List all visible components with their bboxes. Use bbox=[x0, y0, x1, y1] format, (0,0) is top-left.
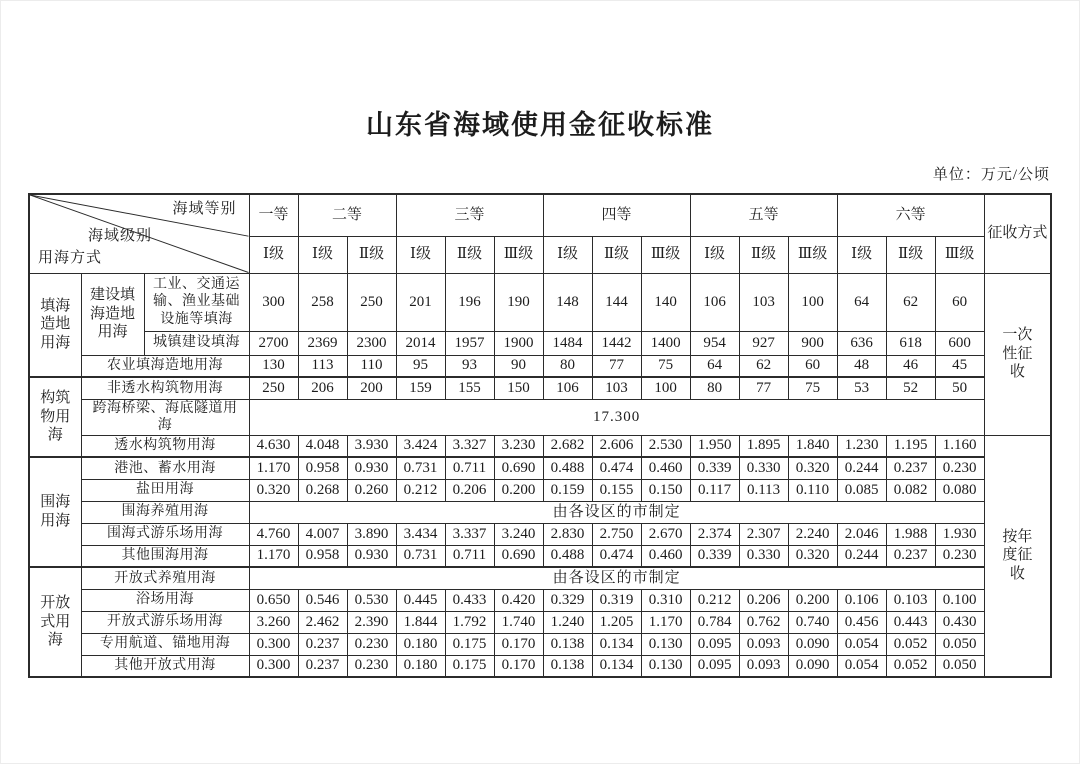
collection-method-cell: 按年度征收 bbox=[984, 435, 1051, 677]
fee-value-cell: 75 bbox=[788, 377, 837, 399]
level-header: Ⅲ级 bbox=[788, 236, 837, 273]
fee-value-cell: 954 bbox=[690, 331, 739, 355]
use-type-cell: 城镇建设填海 bbox=[144, 331, 249, 355]
fee-value-cell: 0.117 bbox=[690, 479, 739, 501]
fee-value-cell: 0.212 bbox=[690, 589, 739, 611]
use-type-cell: 盐田用海 bbox=[81, 479, 249, 501]
fee-value-cell: 2.374 bbox=[690, 523, 739, 545]
fee-value-cell: 0.260 bbox=[347, 479, 396, 501]
standards-table bbox=[28, 193, 1052, 678]
fee-value-cell: 0.130 bbox=[641, 633, 690, 655]
level-header: Ⅲ级 bbox=[935, 236, 984, 273]
fee-value-cell: 0.330 bbox=[739, 545, 788, 567]
fee-value-cell: 0.300 bbox=[249, 655, 298, 677]
use-type-cell: 非透水构筑物用海 bbox=[81, 377, 249, 399]
fee-value-cell: 0.212 bbox=[396, 479, 445, 501]
fee-value-cell: 0.433 bbox=[445, 589, 494, 611]
fee-value-cell: 0.138 bbox=[543, 655, 592, 677]
table-row bbox=[29, 273, 1051, 331]
fee-value-cell: 2369 bbox=[298, 331, 347, 355]
grade-header-6: 六等 bbox=[837, 194, 984, 236]
fee-value-cell: 1.740 bbox=[494, 611, 543, 633]
fee-value-cell: 0.460 bbox=[641, 545, 690, 567]
grade-header-row bbox=[29, 194, 1051, 236]
grade-header-5: 五等 bbox=[690, 194, 837, 236]
fee-value-cell: 0.155 bbox=[592, 479, 641, 501]
fee-value-cell: 0.090 bbox=[788, 633, 837, 655]
fee-value-cell: 250 bbox=[249, 377, 298, 399]
unit-note: 单位：万元/公顷 bbox=[932, 167, 1050, 183]
fee-value-cell: 60 bbox=[788, 355, 837, 377]
fee-value-cell: 0.474 bbox=[592, 457, 641, 479]
fee-value-cell: 1.792 bbox=[445, 611, 494, 633]
level-header: Ⅰ级 bbox=[298, 236, 347, 273]
level-header: Ⅰ级 bbox=[249, 236, 298, 273]
fee-value-cell: 927 bbox=[739, 331, 788, 355]
fee-value-cell: 1.895 bbox=[739, 435, 788, 457]
fee-value-cell: 95 bbox=[396, 355, 445, 377]
fee-value-cell: 80 bbox=[543, 355, 592, 377]
fee-value-cell: 3.230 bbox=[494, 435, 543, 457]
fee-value-cell: 4.048 bbox=[298, 435, 347, 457]
fee-value-cell: 2.606 bbox=[592, 435, 641, 457]
fee-value-cell: 201 bbox=[396, 273, 445, 331]
fee-value-cell: 4.760 bbox=[249, 523, 298, 545]
fee-value-cell: 0.106 bbox=[837, 589, 886, 611]
fee-value-cell: 0.690 bbox=[494, 457, 543, 479]
fee-value-cell: 0.100 bbox=[935, 589, 984, 611]
fee-value-cell: 0.420 bbox=[494, 589, 543, 611]
fee-value-cell: 1.950 bbox=[690, 435, 739, 457]
fee-value-cell: 60 bbox=[935, 273, 984, 331]
fee-value-cell: 148 bbox=[543, 273, 592, 331]
grade-header-2: 二等 bbox=[298, 194, 396, 236]
fee-value-cell: 2.046 bbox=[837, 523, 886, 545]
fee-value-cell: 0.237 bbox=[886, 545, 935, 567]
fee-value-cell: 0.762 bbox=[739, 611, 788, 633]
fee-value-cell: 52 bbox=[886, 377, 935, 399]
level-header: Ⅱ级 bbox=[347, 236, 396, 273]
fee-value-cell: 4.007 bbox=[298, 523, 347, 545]
fee-value-cell: 0.244 bbox=[837, 457, 886, 479]
fee-value-cell: 113 bbox=[298, 355, 347, 377]
page-title: 山东省海域使用金征收标准 bbox=[366, 110, 714, 140]
use-subcategory-cell: 建设填海造地用海 bbox=[81, 273, 144, 355]
fee-value-cell: 0.230 bbox=[935, 457, 984, 479]
fee-value-cell: 1484 bbox=[543, 331, 592, 355]
fee-value-cell: 144 bbox=[592, 273, 641, 331]
fee-value-cell: 0.200 bbox=[788, 589, 837, 611]
fee-value-cell: 0.237 bbox=[886, 457, 935, 479]
collection-method-header: 征收方式 bbox=[984, 194, 1051, 273]
fee-value-cell: 0.320 bbox=[249, 479, 298, 501]
fee-value-cell: 100 bbox=[788, 273, 837, 331]
fee-value-cell: 0.711 bbox=[445, 545, 494, 567]
table-row bbox=[29, 545, 1051, 567]
fee-value-cell: 0.958 bbox=[298, 457, 347, 479]
table-row bbox=[29, 435, 1051, 457]
fee-value-cell: 50 bbox=[935, 377, 984, 399]
diagonal-corner-cell bbox=[29, 194, 249, 273]
fee-value-cell: 106 bbox=[543, 377, 592, 399]
table-row bbox=[29, 457, 1051, 479]
corner-label-sea-grade: 海域等别 bbox=[172, 201, 237, 217]
fee-standards-table-wrap bbox=[28, 193, 1052, 678]
fee-value-cell: 0.175 bbox=[445, 633, 494, 655]
fee-value-cell: 1.170 bbox=[249, 545, 298, 567]
fee-value-cell: 0.110 bbox=[788, 479, 837, 501]
table-row bbox=[29, 399, 1051, 435]
fee-value-cell: 206 bbox=[298, 377, 347, 399]
fee-value-cell: 0.130 bbox=[641, 655, 690, 677]
fee-value-cell: 0.054 bbox=[837, 633, 886, 655]
fee-value-cell: 3.930 bbox=[347, 435, 396, 457]
fee-value-cell: 0.103 bbox=[886, 589, 935, 611]
fee-value-cell: 80 bbox=[690, 377, 739, 399]
level-header: Ⅱ级 bbox=[886, 236, 935, 273]
level-header: Ⅲ级 bbox=[494, 236, 543, 273]
table-row bbox=[29, 611, 1051, 633]
fee-value-cell: 0.052 bbox=[886, 633, 935, 655]
fee-value-cell: 0.740 bbox=[788, 611, 837, 633]
merged-value-cell: 17.300 bbox=[249, 399, 984, 435]
fee-value-cell: 0.320 bbox=[788, 545, 837, 567]
fee-value-cell: 0.090 bbox=[788, 655, 837, 677]
use-type-cell: 开放式养殖用海 bbox=[81, 567, 249, 589]
fee-value-cell: 0.268 bbox=[298, 479, 347, 501]
fee-value-cell: 3.260 bbox=[249, 611, 298, 633]
grade-header-1: 一等 bbox=[249, 194, 298, 236]
fee-value-cell: 618 bbox=[886, 331, 935, 355]
fee-value-cell: 0.180 bbox=[396, 633, 445, 655]
table-body bbox=[29, 273, 1051, 677]
fee-value-cell: 106 bbox=[690, 273, 739, 331]
fee-value-cell: 0.150 bbox=[641, 479, 690, 501]
fee-value-cell: 0.443 bbox=[886, 611, 935, 633]
table-row bbox=[29, 331, 1051, 355]
fee-value-cell: 1.170 bbox=[249, 457, 298, 479]
fee-value-cell: 196 bbox=[445, 273, 494, 331]
fee-value-cell: 0.050 bbox=[935, 655, 984, 677]
fee-value-cell: 0.456 bbox=[837, 611, 886, 633]
fee-value-cell: 1400 bbox=[641, 331, 690, 355]
fee-value-cell: 0.159 bbox=[543, 479, 592, 501]
fee-value-cell: 0.711 bbox=[445, 457, 494, 479]
fee-value-cell: 0.200 bbox=[494, 479, 543, 501]
fee-value-cell: 0.175 bbox=[445, 655, 494, 677]
fee-value-cell: 77 bbox=[592, 355, 641, 377]
fee-value-cell: 0.206 bbox=[739, 589, 788, 611]
fee-value-cell: 130 bbox=[249, 355, 298, 377]
fee-value-cell: 0.138 bbox=[543, 633, 592, 655]
fee-value-cell: 4.630 bbox=[249, 435, 298, 457]
use-type-cell: 其他围海用海 bbox=[81, 545, 249, 567]
use-type-cell: 港池、蓄水用海 bbox=[81, 457, 249, 479]
fee-value-cell: 0.690 bbox=[494, 545, 543, 567]
table-row bbox=[29, 355, 1051, 377]
fee-value-cell: 1957 bbox=[445, 331, 494, 355]
fee-value-cell: 1.240 bbox=[543, 611, 592, 633]
fee-value-cell: 0.080 bbox=[935, 479, 984, 501]
fee-value-cell: 2.830 bbox=[543, 523, 592, 545]
fee-value-cell: 2.307 bbox=[739, 523, 788, 545]
fee-value-cell: 0.958 bbox=[298, 545, 347, 567]
corner-label-sea-level: 海域级别 bbox=[88, 228, 153, 244]
fee-value-cell: 3.434 bbox=[396, 523, 445, 545]
fee-value-cell: 103 bbox=[739, 273, 788, 331]
fee-value-cell: 0.095 bbox=[690, 633, 739, 655]
fee-value-cell: 48 bbox=[837, 355, 886, 377]
fee-value-cell: 3.240 bbox=[494, 523, 543, 545]
use-type-cell: 工业、交通运输、渔业基础设施等填海 bbox=[144, 273, 249, 331]
fee-value-cell: 3.327 bbox=[445, 435, 494, 457]
fee-value-cell: 1.230 bbox=[837, 435, 886, 457]
level-header: Ⅰ级 bbox=[543, 236, 592, 273]
fee-value-cell: 0.445 bbox=[396, 589, 445, 611]
fee-value-cell: 1900 bbox=[494, 331, 543, 355]
fee-value-cell: 0.300 bbox=[249, 633, 298, 655]
fee-value-cell: 0.237 bbox=[298, 655, 347, 677]
fee-value-cell: 1.205 bbox=[592, 611, 641, 633]
fee-value-cell: 53 bbox=[837, 377, 886, 399]
merged-value-cell: 由各设区的市制定 bbox=[249, 567, 984, 589]
fee-value-cell: 0.206 bbox=[445, 479, 494, 501]
fee-value-cell: 0.731 bbox=[396, 545, 445, 567]
fee-value-cell: 0.319 bbox=[592, 589, 641, 611]
level-header: Ⅲ级 bbox=[641, 236, 690, 273]
fee-value-cell: 0.530 bbox=[347, 589, 396, 611]
fee-value-cell: 0.488 bbox=[543, 545, 592, 567]
grade-header-3: 三等 bbox=[396, 194, 543, 236]
fee-value-cell: 0.488 bbox=[543, 457, 592, 479]
use-type-cell: 其他开放式用海 bbox=[81, 655, 249, 677]
fee-value-cell: 46 bbox=[886, 355, 935, 377]
fee-value-cell: 200 bbox=[347, 377, 396, 399]
fee-value-cell: 636 bbox=[837, 331, 886, 355]
fee-value-cell: 0.784 bbox=[690, 611, 739, 633]
fee-value-cell: 2014 bbox=[396, 331, 445, 355]
table-row bbox=[29, 501, 1051, 523]
use-type-cell: 开放式游乐场用海 bbox=[81, 611, 249, 633]
table-row bbox=[29, 377, 1051, 399]
fee-value-cell: 0.134 bbox=[592, 655, 641, 677]
fee-value-cell: 0.329 bbox=[543, 589, 592, 611]
use-type-cell: 围海式游乐场用海 bbox=[81, 523, 249, 545]
fee-value-cell: 2.390 bbox=[347, 611, 396, 633]
fee-value-cell: 0.244 bbox=[837, 545, 886, 567]
fee-value-cell: 0.230 bbox=[347, 633, 396, 655]
fee-value-cell: 258 bbox=[298, 273, 347, 331]
use-type-cell: 跨海桥梁、海底隧道用海 bbox=[81, 399, 249, 435]
fee-value-cell: 0.113 bbox=[739, 479, 788, 501]
fee-value-cell: 0.731 bbox=[396, 457, 445, 479]
fee-value-cell: 0.180 bbox=[396, 655, 445, 677]
use-category-cell: 开放式用海 bbox=[29, 567, 81, 677]
fee-value-cell: 1.840 bbox=[788, 435, 837, 457]
fee-value-cell: 2.462 bbox=[298, 611, 347, 633]
fee-value-cell: 155 bbox=[445, 377, 494, 399]
fee-value-cell: 0.054 bbox=[837, 655, 886, 677]
fee-value-cell: 0.474 bbox=[592, 545, 641, 567]
use-category-cell: 填海造地用海 bbox=[29, 273, 81, 377]
fee-value-cell: 93 bbox=[445, 355, 494, 377]
table-row bbox=[29, 479, 1051, 501]
fee-value-cell: 3.337 bbox=[445, 523, 494, 545]
table-row bbox=[29, 655, 1051, 677]
level-header: Ⅰ级 bbox=[690, 236, 739, 273]
fee-value-cell: 75 bbox=[641, 355, 690, 377]
fee-value-cell: 1.195 bbox=[886, 435, 935, 457]
fee-value-cell: 0.930 bbox=[347, 457, 396, 479]
fee-value-cell: 1.988 bbox=[886, 523, 935, 545]
fee-value-cell: 0.650 bbox=[249, 589, 298, 611]
fee-value-cell: 2.750 bbox=[592, 523, 641, 545]
fee-value-cell: 62 bbox=[739, 355, 788, 377]
fee-value-cell: 600 bbox=[935, 331, 984, 355]
fee-value-cell: 0.339 bbox=[690, 545, 739, 567]
grade-header-4: 四等 bbox=[543, 194, 690, 236]
fee-value-cell: 100 bbox=[641, 377, 690, 399]
fee-value-cell: 0.093 bbox=[739, 655, 788, 677]
fee-value-cell: 250 bbox=[347, 273, 396, 331]
fee-value-cell: 0.093 bbox=[739, 633, 788, 655]
fee-value-cell: 0.134 bbox=[592, 633, 641, 655]
table-row bbox=[29, 567, 1051, 589]
table-row bbox=[29, 633, 1051, 655]
fee-value-cell: 1.160 bbox=[935, 435, 984, 457]
merged-value-cell: 由各设区的市制定 bbox=[249, 501, 984, 523]
level-header: Ⅱ级 bbox=[739, 236, 788, 273]
fee-value-cell: 0.050 bbox=[935, 633, 984, 655]
table-row bbox=[29, 589, 1051, 611]
fee-value-cell: 90 bbox=[494, 355, 543, 377]
fee-value-cell: 2.670 bbox=[641, 523, 690, 545]
level-header: Ⅱ级 bbox=[445, 236, 494, 273]
fee-value-cell: 62 bbox=[886, 273, 935, 331]
fee-value-cell: 0.460 bbox=[641, 457, 690, 479]
fee-value-cell: 0.170 bbox=[494, 655, 543, 677]
fee-value-cell: 77 bbox=[739, 377, 788, 399]
fee-value-cell: 190 bbox=[494, 273, 543, 331]
fee-value-cell: 0.339 bbox=[690, 457, 739, 479]
fee-value-cell: 0.546 bbox=[298, 589, 347, 611]
fee-value-cell: 64 bbox=[690, 355, 739, 377]
fee-value-cell: 64 bbox=[837, 273, 886, 331]
use-type-cell: 透水构筑物用海 bbox=[81, 435, 249, 457]
fee-value-cell: 0.085 bbox=[837, 479, 886, 501]
fee-value-cell: 0.230 bbox=[935, 545, 984, 567]
use-category-cell: 构筑物用海 bbox=[29, 377, 81, 457]
use-category-cell: 围海用海 bbox=[29, 457, 81, 567]
fee-value-cell: 110 bbox=[347, 355, 396, 377]
table-row bbox=[29, 523, 1051, 545]
fee-value-cell: 1.170 bbox=[641, 611, 690, 633]
use-type-cell: 围海养殖用海 bbox=[81, 501, 249, 523]
use-type-cell: 农业填海造地用海 bbox=[81, 355, 249, 377]
fee-value-cell: 0.170 bbox=[494, 633, 543, 655]
collection-method-cell: 一次性征收 bbox=[984, 273, 1051, 435]
fee-value-cell: 0.930 bbox=[347, 545, 396, 567]
fee-value-cell: 0.082 bbox=[886, 479, 935, 501]
fee-value-cell: 103 bbox=[592, 377, 641, 399]
fee-value-cell: 0.052 bbox=[886, 655, 935, 677]
table-header bbox=[29, 194, 1051, 273]
corner-label-use-mode: 用海方式 bbox=[38, 249, 103, 266]
fee-value-cell: 3.424 bbox=[396, 435, 445, 457]
fee-value-cell: 1.844 bbox=[396, 611, 445, 633]
level-header: Ⅰ级 bbox=[837, 236, 886, 273]
fee-value-cell: 0.095 bbox=[690, 655, 739, 677]
use-type-cell: 专用航道、锚地用海 bbox=[81, 633, 249, 655]
fee-value-cell: 150 bbox=[494, 377, 543, 399]
fee-value-cell: 2.240 bbox=[788, 523, 837, 545]
fee-value-cell: 2.682 bbox=[543, 435, 592, 457]
fee-value-cell: 0.430 bbox=[935, 611, 984, 633]
fee-value-cell: 0.330 bbox=[739, 457, 788, 479]
fee-value-cell: 2.530 bbox=[641, 435, 690, 457]
fee-value-cell: 2700 bbox=[249, 331, 298, 355]
fee-value-cell: 900 bbox=[788, 331, 837, 355]
fee-value-cell: 0.230 bbox=[347, 655, 396, 677]
fee-value-cell: 0.310 bbox=[641, 589, 690, 611]
fee-value-cell: 0.320 bbox=[788, 457, 837, 479]
fee-value-cell: 45 bbox=[935, 355, 984, 377]
fee-value-cell: 300 bbox=[249, 273, 298, 331]
level-header: Ⅱ级 bbox=[592, 236, 641, 273]
fee-value-cell: 0.237 bbox=[298, 633, 347, 655]
use-type-cell: 浴场用海 bbox=[81, 589, 249, 611]
fee-value-cell: 1442 bbox=[592, 331, 641, 355]
fee-value-cell: 3.890 bbox=[347, 523, 396, 545]
fee-value-cell: 1.930 bbox=[935, 523, 984, 545]
fee-value-cell: 140 bbox=[641, 273, 690, 331]
fee-value-cell: 2300 bbox=[347, 331, 396, 355]
fee-value-cell: 159 bbox=[396, 377, 445, 399]
level-header: Ⅰ级 bbox=[396, 236, 445, 273]
